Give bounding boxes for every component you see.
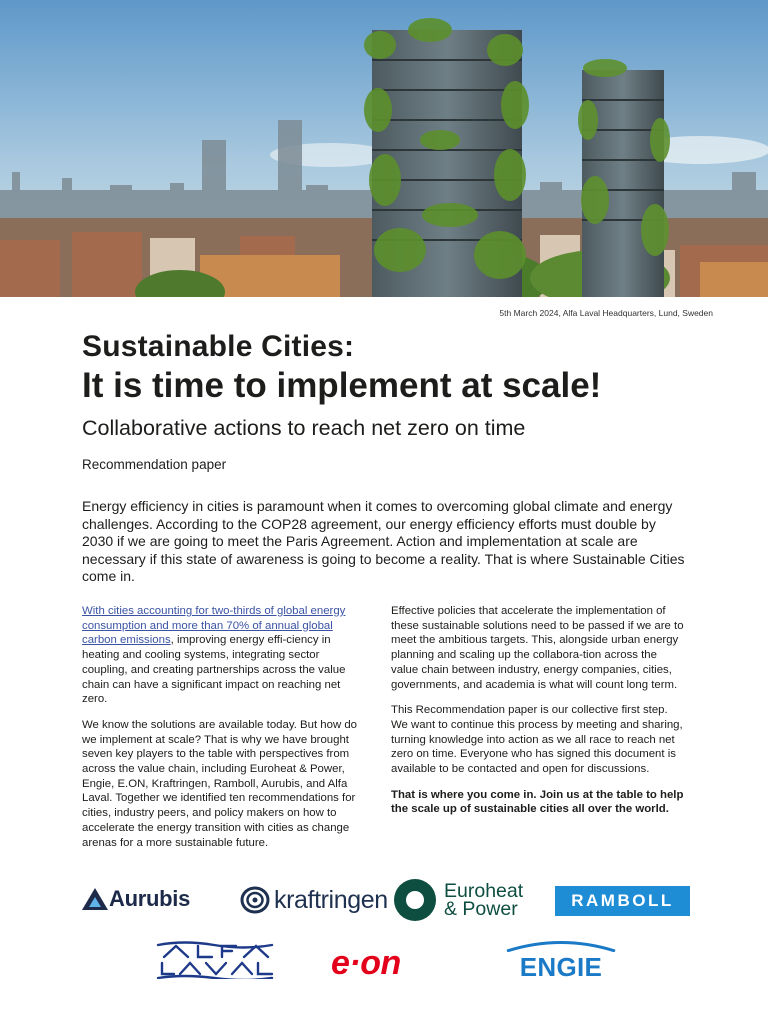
alfa-laval-logo [154, 941, 276, 979]
cities-statistics-link[interactable]: With cities accounting for two-thirds of global energy consumption and more than 70% of annual global carbon emissions [82, 605, 346, 647]
ramboll-wordmark: RAMBOLL [571, 891, 674, 910]
title-line-1: Sustainable Cities: [82, 330, 355, 363]
aurubis-logo [82, 884, 190, 914]
euroheat-power-logo [394, 879, 523, 921]
engie-wordmark: ENGIE [519, 952, 603, 982]
ramboll-logo [555, 886, 690, 916]
right-paragraph-2: This Recommendation paper is our collective first step. We want to continue this process by meeting and sharing, turning knowledge into action as we all race to reach net zero on time. Everyone who has signed this document is available to be contacted and open for discussions. [391, 704, 683, 776]
engie-logo [505, 940, 617, 983]
intro-paragraph: Energy efficiency in cities is paramount when it comes to overcoming global climate and energy challenges. According to the COP28 agreement, our energy efficiency efforts must double by 2030 if we are going to meet the Paris Agreement. Action and implementation at scale are necessary if this state of awareness is going to become a reality. That is where Sustainable Cities come in. [82, 498, 685, 584]
euroheat-circle-icon [394, 879, 436, 921]
event-dateline: 5th March 2024, Alfa Laval Headquarters, Lund, Sweden [499, 308, 713, 318]
hero-image [0, 0, 768, 297]
euroheat-wordmark-line-2: & Power [444, 898, 518, 920]
alfa-laval-wordmark-graphic [154, 941, 276, 979]
title-line-2: It is time to implement at scale! [82, 366, 602, 405]
aurubis-wordmark: Aurubis [109, 886, 191, 911]
eon-logo [331, 944, 401, 983]
eon-wordmark: e·on [331, 944, 401, 982]
document-type: Recommendation paper [82, 457, 227, 472]
left-column [82, 604, 367, 861]
left-paragraph-2: We know the solutions are available today. But how do we implement at scale? That is why we have brought seven key players to the table with perspectives from across the value chain, including Euroheat & Power, Engie, E.ON, Kraftringen, Ramboll, Aurubis, and Alfa Laval. Together we identified ten recommendations for cities, industry peers, and policy makers on how to accelerate the energy transition with cities as change arenas for a more sustainable future. [82, 718, 358, 849]
left-paragraph-1 [82, 604, 367, 707]
euroheat-wordmark-line-1: Euroheat [444, 880, 524, 902]
left-paragraph-1-text: , improving energy effi-ciency in heating and cooling systems, integrating sector coupling, and creating partnerships across the value chain can have a significant impact on reaching net zero. [82, 634, 346, 706]
subtitle: Collaborative actions to reach net zero on time [82, 416, 526, 440]
euroheat-wordmark [444, 882, 523, 918]
kraftringen-wordmark: kraftringen [274, 885, 388, 914]
right-paragraph-1: Effective policies that accelerate the implementation of these sustainable solutions need to be passed if we are to meet the ambitious targets. This, alongside urban energy planning and scaling up the collabora-tion across the value chain between industry, energy companies, cities, governments, and academia is what will count long term. [391, 605, 684, 691]
right-column [391, 604, 687, 828]
engie-arc-icon [505, 940, 617, 952]
kraftringen-swirl-icon [240, 886, 270, 914]
kraftringen-logo [240, 884, 388, 916]
right-paragraph-call-to-action: That is where you come in. Join us at the table to help the scale up of sustainable cities all over the world. [391, 788, 684, 816]
aurubis-triangle-icon [82, 888, 108, 910]
